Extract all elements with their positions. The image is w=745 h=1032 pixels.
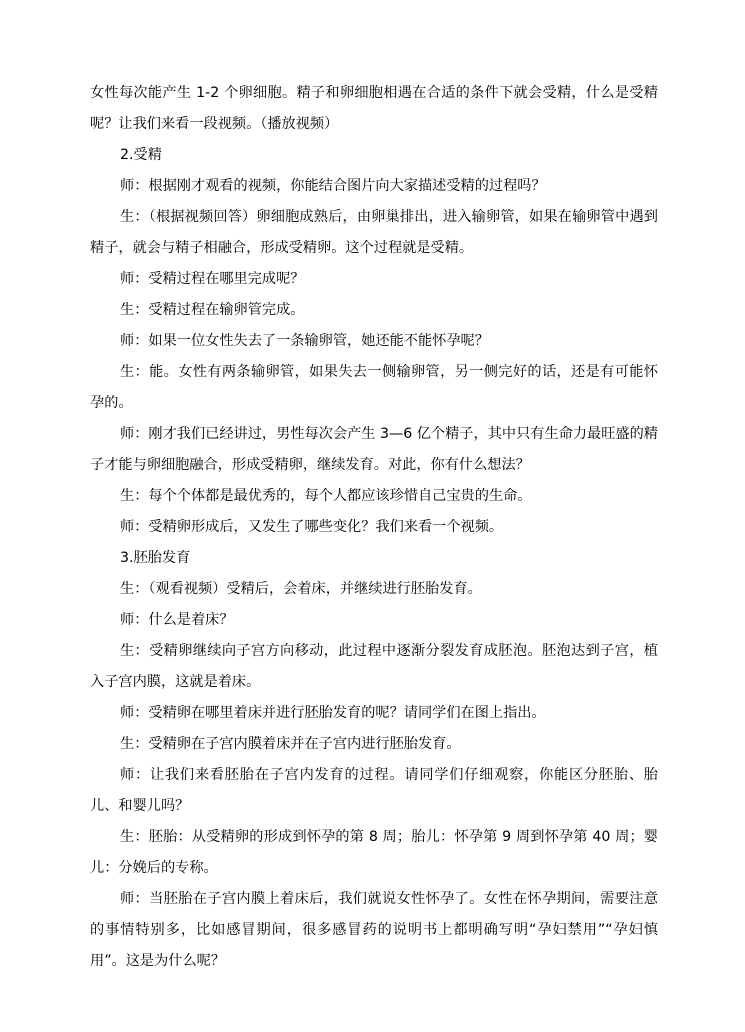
document-page — [90, 78, 658, 977]
paragraph: 师：刚才我们已经讲过，男性每次会产生 3—6 亿个精子，其中只有生命力最旺盛的精子才能与卵细胞融合，形成受精卵，继续发育。对此，你有什么想法？ — [90, 426, 658, 473]
paragraph: 师：受精卵在哪里着床并进行胚胎发育的呢？请同学们在图上指出。 — [120, 705, 546, 721]
paragraph: 女性每次能产生 1-2 个卵细胞。精子和卵细胞相遇在合适的条件下就会受精，什么是受精呢？让我们来看一段视频。（播放视频） — [90, 85, 658, 132]
paragraph: 生：（观看视频）受精后，会着床，并继续进行胚胎发育。 — [120, 581, 482, 597]
paragraph: 师：让我们来看胚胎在子宫内发育的过程。请同学们仔细观察，你能区分胚胎、胎儿、和婴儿吗？ — [90, 767, 658, 814]
paragraph: 生：受精过程在输卵管完成。 — [120, 302, 305, 318]
paragraph: 生：受精卵继续向子宫方向移动，此过程中逐渐分裂发育成胚泡。胚泡达到子宫，植入子宫内膜，这就是着床。 — [90, 643, 658, 690]
paragraph: 师：什么是着床？ — [120, 612, 234, 628]
paragraph: 师：当胚胎在子宫内膜上着床后，我们就说女性怀孕了。女性在怀孕期间，需要注意的事情特别多，比如感冒期间，很多感冒药的说明书上都明确写明“孕妇禁用”“孕妇慎用”。这是为什么呢？ — [90, 891, 658, 969]
section-heading: 2.受精 — [120, 147, 162, 163]
paragraph: 生：每个个体都是最优秀的，每个人都应该珍惜自己宝贵的生命。 — [120, 488, 532, 504]
section-heading: 3.胚胎发育 — [120, 550, 191, 566]
paragraph: 生：受精卵在子宫内膜着床并在子宫内进行胚胎发育。 — [120, 736, 461, 752]
paragraph: 生：能。女性有两条输卵管，如果失去一侧输卵管，另一侧完好的话，还是有可能怀孕的。 — [90, 364, 658, 411]
paragraph: 师：受精过程在哪里完成呢？ — [120, 271, 305, 287]
paragraph: 生：（根据视频回答）卵细胞成熟后，由卵巢排出，进入输卵管，如果在输卵管中遇到精子，就会与精子相融合，形成受精卵。这个过程就是受精。 — [90, 209, 658, 256]
paragraph: 师：如果一位女性失去了一条输卵管，她还能不能怀孕呢？ — [120, 333, 489, 349]
paragraph: 师：受精卵形成后，又发生了哪些变化？我们来看一个视频。 — [120, 519, 504, 535]
paragraph: 师：根据刚才观看的视频，你能结合图片向大家描述受精的过程吗？ — [120, 178, 546, 194]
paragraph: 生：胚胎：从受精卵的形成到怀孕的第 8 周；胎儿：怀孕第 9 周到怀孕第 40 周；婴儿：分娩后的专称。 — [90, 829, 658, 876]
